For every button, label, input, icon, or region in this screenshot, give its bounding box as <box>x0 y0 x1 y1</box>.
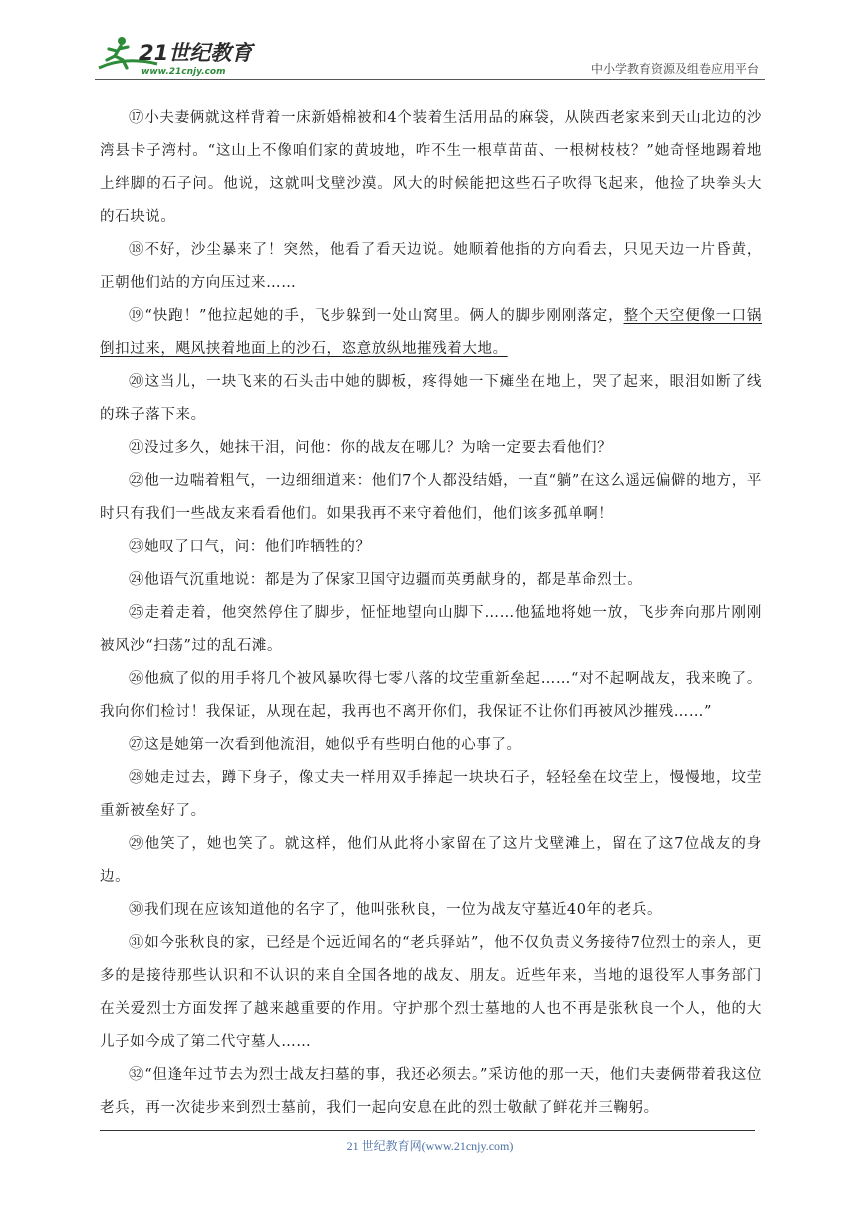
paragraph-26: ㉖他疯了似的用手将几个被风暴吹得七零八落的坟茔重新垒起……“对不起啊战友，我来晚了。我向你们检讨！我保证，从现在起，我再也不离开你们，我保证不让你们再被风沙摧残……” <box>100 671 762 720</box>
footer-link[interactable]: 21 世纪教育网(www.21cnjy.com) <box>346 1139 514 1153</box>
paragraph-31: ㉛如今张秋良的家，已经是个远近闻名的“老兵驿站”，他不仅负责义务接待7位烈士的亲人，更多的是接待那些认识和不认识的来自全国各地的战友、朋友。近些年来，当地的退役军人事务部门在关爱烈士方面发挥了越来越重要的作用。守护那个烈士墓地的人也不再是张秋良一个人，他的大儿子如今成了第二代守墓人…… <box>100 935 763 1050</box>
paragraph-18: ⑱不好，沙尘暴来了！突然，他看了看天边说。她顺着他指的方向看去，只见天边一片昏黄，正朝他们站的方向压过来…… <box>100 242 762 291</box>
paragraph-25: ㉕走着走着，他突然停住了脚步，怔怔地望向山脚下……他猛地将她一放，飞步奔向那片刚刚被风沙“扫荡”过的乱石滩。 <box>100 605 762 654</box>
paragraph-24: ㉔他语气沉重地说：都是为了保家卫国守边疆而英勇献身的，都是革命烈士。 <box>129 572 643 588</box>
paragraph-20: ⑳这当儿，一块飞来的石头击中她的脚板，疼得她一下瘫坐在地上，哭了起来，眼泪如断了线的珠子落下来。 <box>100 374 762 423</box>
paragraph-22: ㉒他一边喘着粗气，一边细细道来：他们7个人都没结婚，一直“躺”在这么遥远偏僻的地方，平时只有我们一些战友来看看他们。如果我再不来守着他们，他们该多孤单啊！ <box>100 473 763 522</box>
page-header <box>95 30 765 80</box>
footer-divider <box>100 1130 755 1131</box>
paragraph-28: ㉘她走过去，蹲下身子，像丈夫一样用双手捧起一块块石子，轻轻垒在坟茔上，慢慢地，坟茔重新被垒好了。 <box>100 770 762 819</box>
paragraph-30: ㉚我们现在应该知道他的名字了，他叫张秋良，一位为战友守墓近40年的老兵。 <box>129 902 663 918</box>
paragraph-32: ㉜“但逢年过节去为烈士战友扫墓的事，我还必须去。”采访他的那一天，他们夫妻俩带着我这位老兵，再一次徒步来到烈士墓前，我们一起向安息在此的烈士敬献了鲜花并三鞠躬。 <box>100 1067 762 1116</box>
platform-name: 中小学教育资源及组卷应用平台 <box>590 62 759 76</box>
logo-url: www.21cnjy.com <box>141 67 226 77</box>
article-body <box>100 102 762 1125</box>
paragraph-23: ㉓她叹了口气，问：他们咋牺牲的？ <box>129 539 371 555</box>
header-divider <box>95 79 765 80</box>
underlined-sentence: 整个天空便像一口锅倒扣过来，飓风挟着地面上的沙石，恣意放纵地摧残着大地。 <box>100 308 762 357</box>
site-logo[interactable] <box>95 34 260 78</box>
paragraph-19: ⑲“快跑！”他拉起她的手，飞步躲到一处山窝里。俩人的脚步刚刚落定，整个天空便像一口锅倒扣过来，飓风挟着地面上的沙石，恣意放纵地摧残着大地。 <box>100 308 762 357</box>
paragraph-29: ㉙他笑了，她也笑了。就这样，他们从此将小家留在了这片戈壁滩上，留在了这7位战友的身边。 <box>100 836 762 885</box>
paragraph-17: ⑰小夫妻俩就这样背着一床新婚棉被和4个装着生活用品的麻袋，从陕西老家来到天山北边的沙湾县卡子湾村。“这山上不像咱们家的黄坡地，咋不生一根草苗苗、一根树枝枝？”她奇怪地踢着地上绊脚的石子问。他说，这就叫戈壁沙漠。风大的时候能把这些石子吹得飞起来，他捡了块拳头大的石块说。 <box>100 110 762 225</box>
paragraph-27: ㉗这是她第一次看到他流泪，她似乎有些明白他的心事了。 <box>129 737 522 753</box>
logo-wordmark: 21世纪教育 <box>139 41 253 65</box>
paragraph-21: ㉑没过多久，她抹干泪，问他：你的战友在哪儿？为啥一定要去看他们？ <box>129 440 613 456</box>
runner-logo-icon <box>95 34 260 78</box>
